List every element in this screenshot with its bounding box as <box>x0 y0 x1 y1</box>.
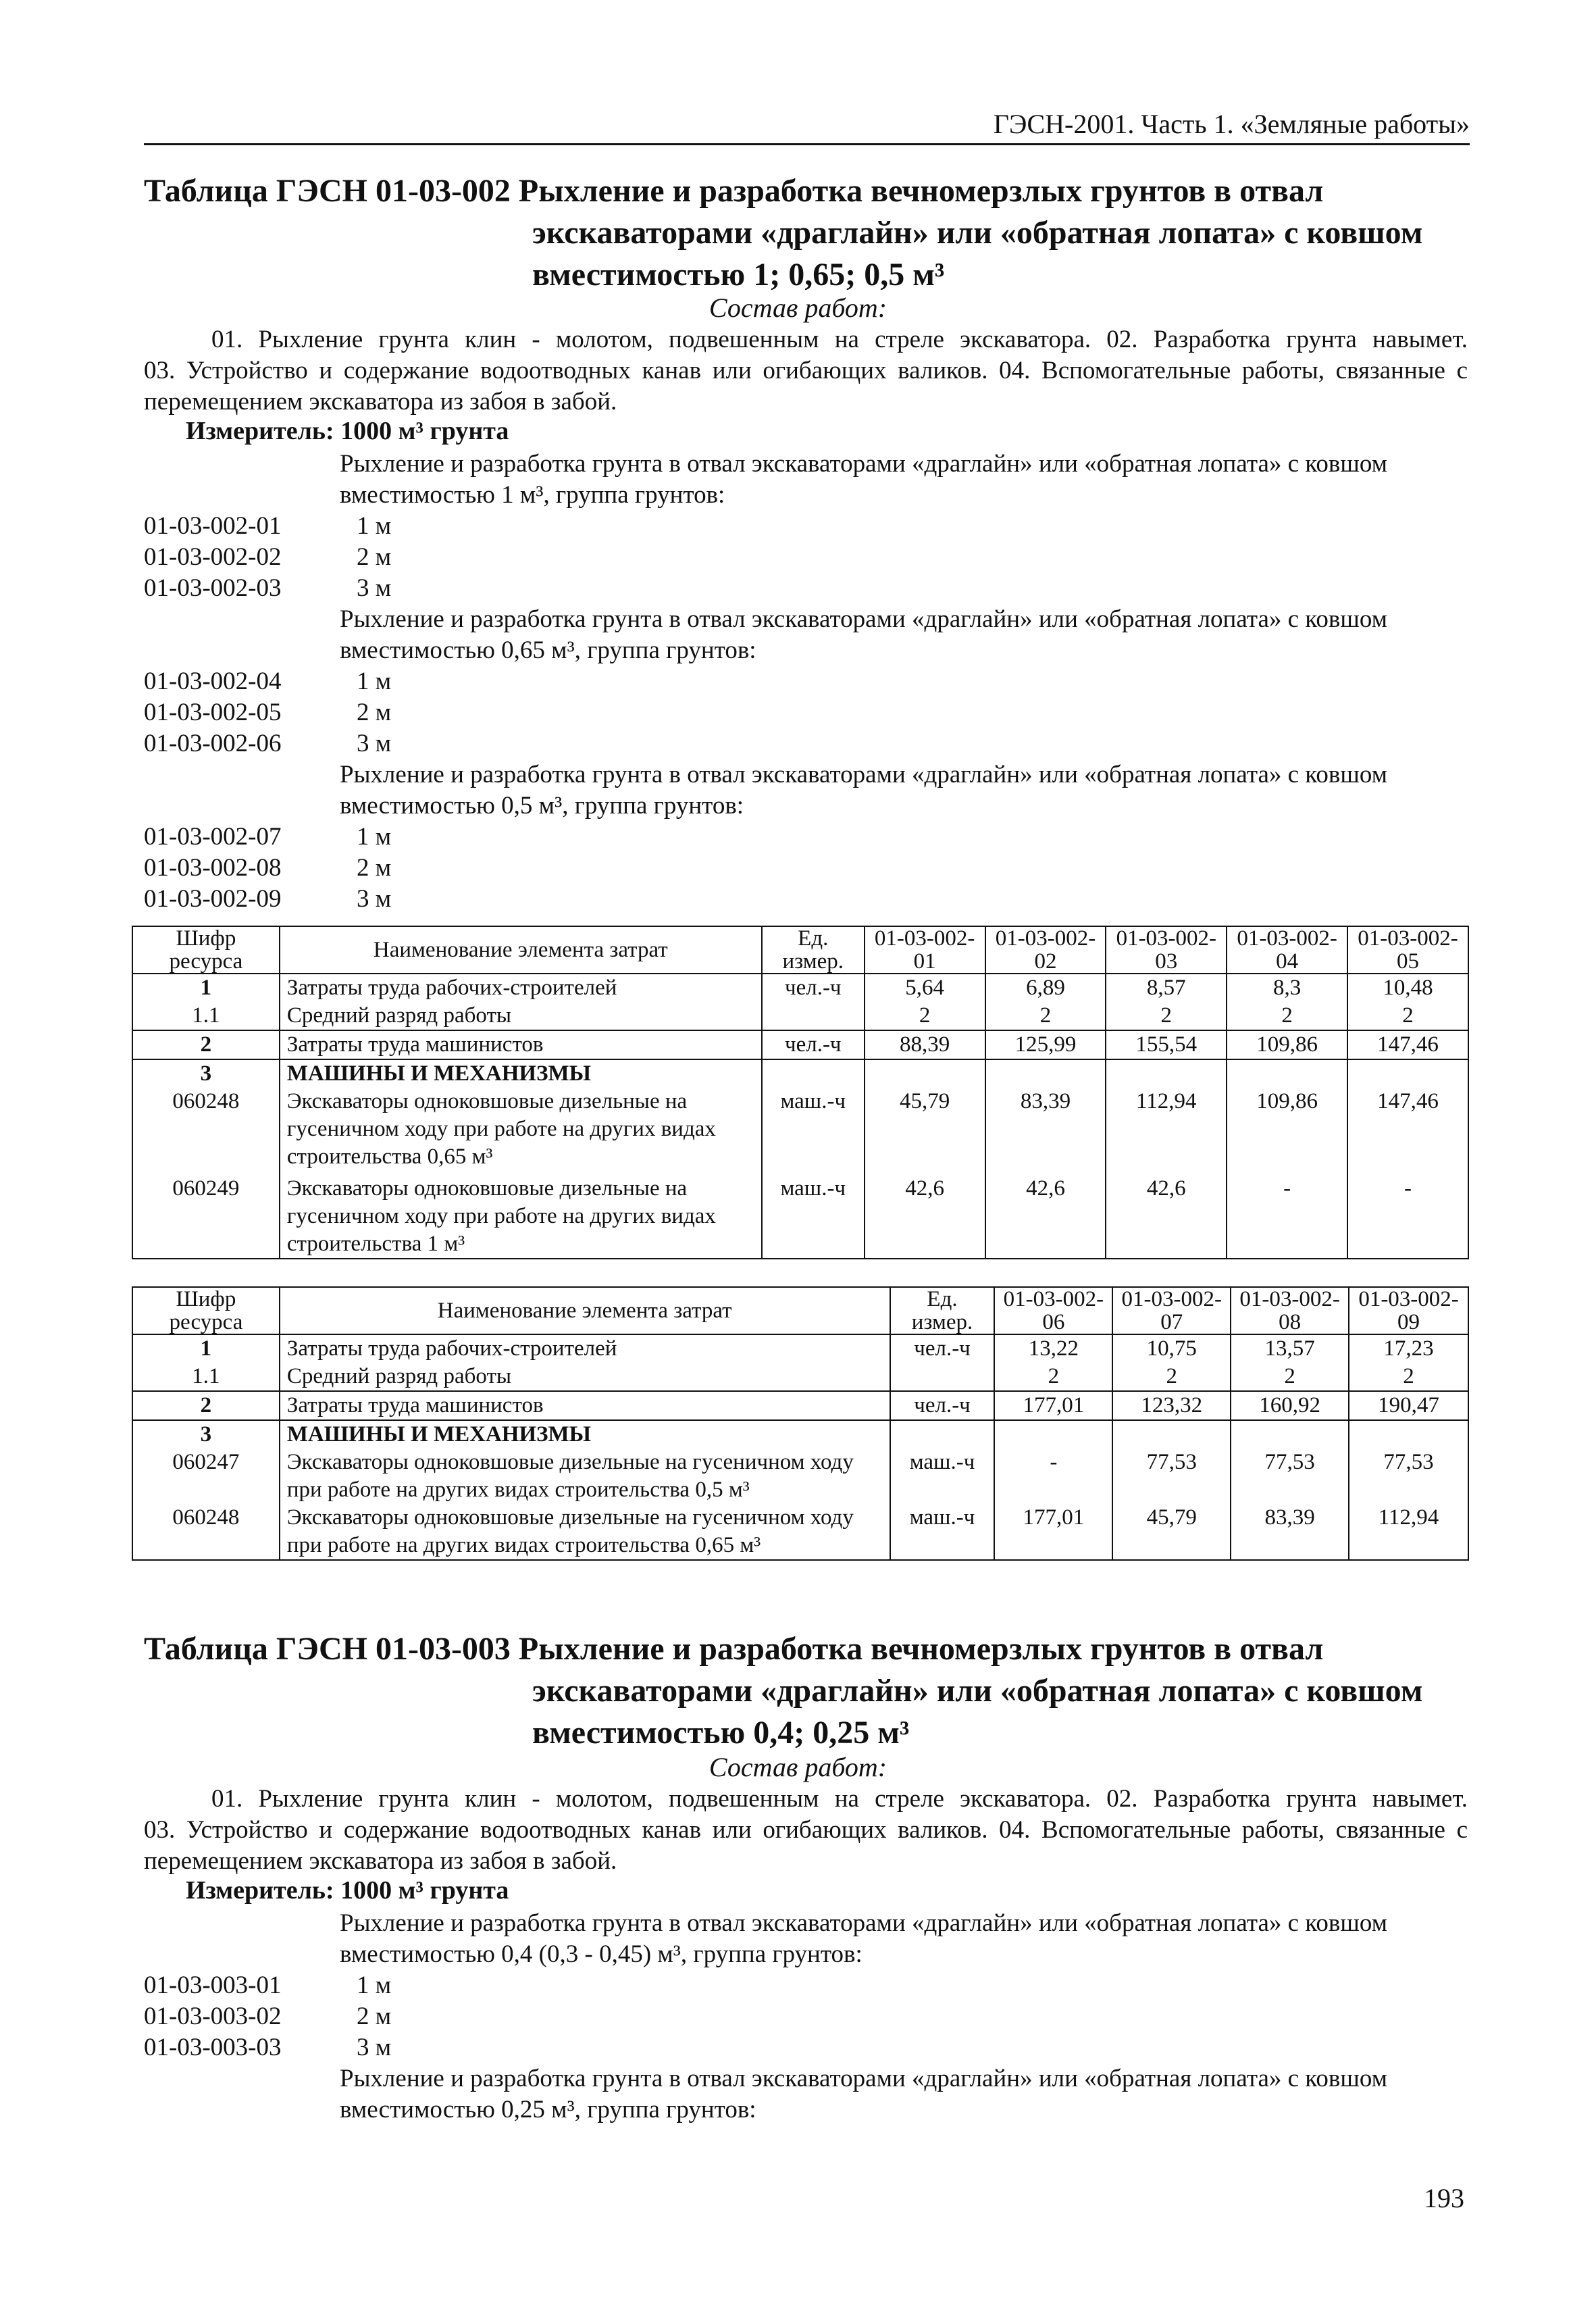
soil-group: 3 м <box>357 574 392 602</box>
cell-unit: маш.-ч <box>762 1088 865 1175</box>
cell-value: 77,53 <box>1349 1449 1468 1504</box>
soil-group: 2 м <box>357 2003 392 2030</box>
cell-value: 2 <box>1112 1363 1231 1391</box>
group-description: Рыхление и разработка грунта в отвал экскаваторами «драглайн» или «обратная лопата» с ковшом вместимостью 0,5 м³, группа грунтов: <box>340 761 1388 820</box>
cell-value: 112,94 <box>1349 1504 1468 1560</box>
list-item <box>144 666 391 697</box>
cell-value: 77,53 <box>1112 1449 1231 1504</box>
cell-value: 112,94 <box>1106 1088 1227 1175</box>
list-item <box>144 853 391 884</box>
cell-unit: маш.-ч <box>890 1449 995 1504</box>
title-line-1: Таблица ГЭСН 01-03-003 Рыхление и разработка вечномерзлых грунтов в отвал <box>144 1631 1324 1667</box>
work-line-2: 03. Устройство и содержание водоотводных канав или огибающих валиков. 04. Вспомогательные работы, связанные с перемещением экскаватора из забоя в забой. <box>144 357 1468 416</box>
col-header-name: Наименование элемента затрат <box>280 1287 890 1334</box>
cell-unit: чел.-ч <box>762 974 865 1002</box>
cell-value: 88,39 <box>865 1030 985 1059</box>
cell-code: 1 <box>132 1334 280 1363</box>
soil-group: 1 м <box>357 668 392 695</box>
cell-code: 060249 <box>132 1175 280 1259</box>
col-header-norm: 01-03-002-03 <box>1106 926 1227 974</box>
header-rule <box>144 143 1470 145</box>
table-header-row <box>132 1287 1468 1334</box>
table-row <box>132 1175 1468 1259</box>
list-item <box>144 728 391 759</box>
cell-value <box>1347 1059 1468 1088</box>
col-header-unit: Ед. измер. <box>762 926 865 974</box>
cell-value: 8,57 <box>1106 974 1227 1002</box>
cell-value: - <box>1227 1175 1347 1259</box>
measurement-unit: Измеритель: 1000 м³ грунта <box>186 417 509 445</box>
cell-value: 109,86 <box>1227 1088 1347 1175</box>
measurement-unit: Измеритель: 1000 м³ грунта <box>186 1876 509 1905</box>
cell-value: 125,99 <box>985 1030 1106 1059</box>
table-row <box>132 1030 1468 1059</box>
soil-group: 3 м <box>357 730 392 757</box>
table-row <box>132 1363 1468 1391</box>
cell-value: 123,32 <box>1112 1391 1231 1420</box>
soil-group: 1 м <box>357 1971 392 1999</box>
cell-value <box>1349 1420 1468 1449</box>
table-row <box>132 1504 1468 1560</box>
cell-value: - <box>994 1449 1112 1504</box>
norm-code: 01-03-002-04 <box>144 668 282 695</box>
cell-value: 42,6 <box>865 1175 985 1259</box>
resource-table-1 <box>132 926 1469 1259</box>
soil-group: 2 м <box>357 543 392 571</box>
cell-value: 2 <box>1227 1002 1347 1030</box>
cell-code: 060248 <box>132 1504 280 1560</box>
group-description: Рыхление и разработка грунта в отвал экскаваторами «драглайн» или «обратная лопата» с ковшом вместимостью 0,25 м³, группа грунтов: <box>340 2065 1388 2123</box>
cell-value <box>1231 1420 1349 1449</box>
cell-value: 5,64 <box>865 974 985 1002</box>
cell-value: 10,75 <box>1112 1334 1231 1363</box>
cell-value <box>865 1059 985 1088</box>
group-description: Рыхление и разработка грунта в отвал экскаваторами «драглайн» или «обратная лопата» с ковшом вместимостью 0,4 (0,3 - 0,45) м³, группа грунтов: <box>340 1909 1388 1968</box>
col-header-code: Шифр ресурса <box>132 926 280 974</box>
cell-value: 2 <box>994 1363 1112 1391</box>
soil-group: 2 м <box>357 854 392 882</box>
cell-code: 2 <box>132 1030 280 1059</box>
cell-unit: маш.-ч <box>890 1504 995 1560</box>
cell-name: Средний разряд работы <box>280 1363 890 1391</box>
cell-code: 3 <box>132 1059 280 1088</box>
cell-name: Экскаваторы одноковшовые дизельные на гусеничном ходу при работе на других видах строительства 1 м³ <box>280 1175 762 1259</box>
running-header: ГЭСН-2001. Часть 1. «Земляные работы» <box>993 109 1470 139</box>
table-row <box>132 1088 1468 1175</box>
col-header-norm: 01-03-002-05 <box>1347 926 1468 974</box>
cell-unit: чел.-ч <box>890 1391 995 1420</box>
cell-code: 060247 <box>132 1449 280 1504</box>
list-item <box>144 697 391 728</box>
list-item <box>144 1970 391 2001</box>
norm-code: 01-03-002-09 <box>144 885 282 913</box>
table-row <box>132 1449 1468 1504</box>
cell-value: 2 <box>985 1002 1106 1030</box>
cell-name: Затраты труда машинистов <box>280 1030 762 1059</box>
cell-value: 83,39 <box>985 1088 1106 1175</box>
cell-value <box>1112 1420 1231 1449</box>
cell-value: 83,39 <box>1231 1504 1349 1560</box>
work-composition-text <box>144 324 1468 418</box>
cell-value: 109,86 <box>1227 1030 1347 1059</box>
cell-unit <box>762 1059 865 1088</box>
list-item <box>144 573 391 604</box>
page-number: 193 <box>1424 2183 1464 2213</box>
cell-value: 45,79 <box>1112 1504 1231 1560</box>
cell-unit <box>890 1363 995 1391</box>
work-composition-text <box>144 1784 1468 1877</box>
soil-group: 2 м <box>357 699 392 726</box>
cell-value: 2 <box>865 1002 985 1030</box>
col-header-norm: 01-03-002-04 <box>1227 926 1347 974</box>
cell-code: 3 <box>132 1420 280 1449</box>
title-line-2: экскаваторами «драглайн» или «обратная лопата» с ковшом <box>532 215 1423 251</box>
cell-value: 8,3 <box>1227 974 1347 1002</box>
cell-value: 147,46 <box>1347 1088 1468 1175</box>
col-header-norm: 01-03-002-07 <box>1112 1287 1231 1334</box>
col-header-norm: 01-03-002-09 <box>1349 1287 1468 1334</box>
cell-unit <box>762 1002 865 1030</box>
cell-name: Средний разряд работы <box>280 1002 762 1030</box>
cell-value <box>985 1059 1106 1088</box>
col-header-norm: 01-03-002-08 <box>1231 1287 1349 1334</box>
cell-value: 190,47 <box>1349 1391 1468 1420</box>
norm-code: 01-03-002-08 <box>144 854 282 882</box>
work-line-2: 03. Устройство и содержание водоотводных канав или огибающих валиков. 04. Вспомогательные работы, связанные с перемещением экскаватора из забоя в забой. <box>144 1816 1468 1875</box>
list-item <box>144 542 391 573</box>
work-composition-heading: Состав работ: <box>709 1752 887 1782</box>
cell-name: Затраты труда рабочих-строителей <box>280 1334 890 1363</box>
cell-value: 45,79 <box>865 1088 985 1175</box>
norm-code: 01-03-003-02 <box>144 2003 282 2030</box>
table-row <box>132 1002 1468 1030</box>
cell-value: 13,57 <box>1231 1334 1349 1363</box>
cell-value: 17,23 <box>1349 1334 1468 1363</box>
cell-value: - <box>1347 1175 1468 1259</box>
soil-group: 3 м <box>357 2034 392 2061</box>
title-line-3: вместимостью 1; 0,65; 0,5 м³ <box>532 257 945 293</box>
cell-unit: маш.-ч <box>762 1175 865 1259</box>
norm-code: 01-03-002-05 <box>144 699 282 726</box>
table-row <box>132 1391 1468 1420</box>
group-description: Рыхление и разработка грунта в отвал экскаваторами «драглайн» или «обратная лопата» с ковшом вместимостью 0,65 м³, группа грунтов: <box>340 605 1388 664</box>
cell-value: 160,92 <box>1231 1391 1349 1420</box>
cell-unit <box>890 1420 995 1449</box>
title-line-2: экскаваторами «драглайн» или «обратная лопата» с ковшом <box>532 1673 1423 1709</box>
list-item <box>144 822 391 853</box>
cell-value <box>994 1420 1112 1449</box>
cell-name: МАШИНЫ И МЕХАНИЗМЫ <box>280 1059 762 1088</box>
norm-code: 01-03-002-02 <box>144 543 282 571</box>
list-item <box>144 884 391 915</box>
group-description: Рыхление и разработка грунта в отвал экскаваторами «драглайн» или «обратная лопата» с ковшом вместимостью 1 м³, группа грунтов: <box>340 450 1388 509</box>
cell-name: Экскаваторы одноковшовые дизельные на гусеничном ходу при работе на других видах строительства 0,65 м³ <box>280 1504 890 1560</box>
cell-code: 2 <box>132 1391 280 1420</box>
cell-code: 1 <box>132 974 280 1002</box>
cell-value <box>1227 1059 1347 1088</box>
cell-value: 42,6 <box>1106 1175 1227 1259</box>
cell-code: 060248 <box>132 1088 280 1175</box>
cell-name: Затраты труда машинистов <box>280 1391 890 1420</box>
cell-value: 177,01 <box>994 1504 1112 1560</box>
table-header-row <box>132 926 1468 974</box>
cell-value: 2 <box>1349 1363 1468 1391</box>
cell-value: 10,48 <box>1347 974 1468 1002</box>
table-row <box>132 1420 1468 1449</box>
col-header-norm: 01-03-002-06 <box>994 1287 1112 1334</box>
list-item <box>144 2001 391 2032</box>
cell-code: 1.1 <box>132 1002 280 1030</box>
table-row <box>132 1334 1468 1363</box>
work-composition-heading: Состав работ: <box>709 293 887 323</box>
col-header-code: Шифр ресурса <box>132 1287 280 1334</box>
soil-group: 1 м <box>357 512 392 540</box>
norm-code: 01-03-002-01 <box>144 512 282 540</box>
col-header-norm: 01-03-002-01 <box>865 926 985 974</box>
cell-value: 147,46 <box>1347 1030 1468 1059</box>
list-item <box>144 2032 391 2063</box>
cell-value: 2 <box>1106 1002 1227 1030</box>
cell-code: 1.1 <box>132 1363 280 1391</box>
cell-name: Экскаваторы одноковшовые дизельные на гусеничном ходу при работе на других видах строительства 0,5 м³ <box>280 1449 890 1504</box>
cell-value: 77,53 <box>1231 1449 1349 1504</box>
cell-value: 177,01 <box>994 1391 1112 1420</box>
cell-value: 2 <box>1231 1363 1349 1391</box>
table-row <box>132 974 1468 1002</box>
cell-value: 155,54 <box>1106 1030 1227 1059</box>
table-title-01-03-002 <box>144 170 1422 296</box>
title-line-1: Таблица ГЭСН 01-03-002 Рыхление и разработка вечномерзлых грунтов в отвал <box>144 173 1324 209</box>
cell-name: Экскаваторы одноковшовые дизельные на гусеничном ходу при работе на других видах строительства 0,65 м³ <box>280 1088 762 1175</box>
list-item <box>144 511 391 542</box>
norm-code: 01-03-003-01 <box>144 1971 282 1999</box>
norm-code: 01-03-002-07 <box>144 823 282 851</box>
work-line-1: 01. Рыхление грунта клин - молотом, подвешенным на стреле экскаватора. 02. Разработка грунта навымет. <box>211 326 1468 353</box>
norm-code: 01-03-003-03 <box>144 2034 282 2061</box>
resource-table-2 <box>132 1286 1469 1561</box>
cell-unit: чел.-ч <box>890 1334 995 1363</box>
table-row <box>132 1059 1468 1088</box>
cell-name: МАШИНЫ И МЕХАНИЗМЫ <box>280 1420 890 1449</box>
norm-code: 01-03-002-03 <box>144 574 282 602</box>
cell-value: 13,22 <box>994 1334 1112 1363</box>
col-header-unit: Ед. измер. <box>890 1287 995 1334</box>
cell-name: Затраты труда рабочих-строителей <box>280 974 762 1002</box>
cell-value: 2 <box>1347 1002 1468 1030</box>
work-line-1: 01. Рыхление грунта клин - молотом, подвешенным на стреле экскаватора. 02. Разработка грунта навымет. <box>211 1785 1468 1813</box>
cell-unit: чел.-ч <box>762 1030 865 1059</box>
cell-value: 42,6 <box>985 1175 1106 1259</box>
cell-value <box>1106 1059 1227 1088</box>
title-line-3: вместимостью 0,4; 0,25 м³ <box>532 1715 910 1751</box>
soil-group: 3 м <box>357 885 392 913</box>
norm-code: 01-03-002-06 <box>144 730 282 757</box>
table-title-01-03-003 <box>144 1628 1422 1754</box>
col-header-norm: 01-03-002-02 <box>985 926 1106 974</box>
soil-group: 1 м <box>357 823 392 851</box>
col-header-name: Наименование элемента затрат <box>280 926 762 974</box>
cell-value: 6,89 <box>985 974 1106 1002</box>
